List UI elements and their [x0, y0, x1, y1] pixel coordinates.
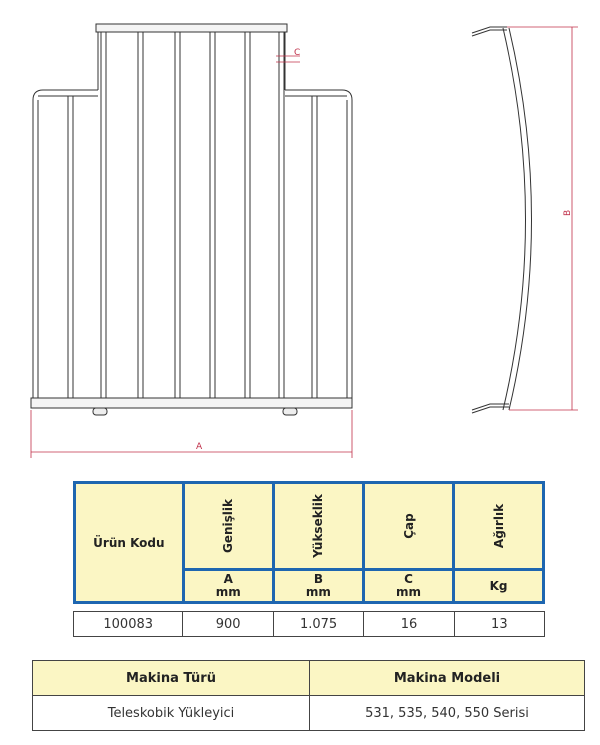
table-row	[74, 612, 545, 637]
weight-header: Ağırlık	[454, 483, 544, 570]
height-header: Yükseklik	[273, 483, 363, 570]
cage-side-view	[472, 27, 532, 413]
machine-type-cell: Teleskobik Yükleyici	[33, 696, 310, 731]
unit-a: A mm	[183, 570, 273, 603]
machine-type-header: Makina Türü	[33, 661, 310, 696]
machine-model-cell: 531, 535, 540, 550 Serisi	[310, 696, 585, 731]
weight-cell: 13	[454, 612, 544, 637]
dimension-a	[31, 410, 352, 458]
machine-table	[32, 660, 585, 731]
diameter-header: Çap	[363, 483, 453, 570]
dimension-c-label: C	[294, 48, 301, 58]
product-code-cell: 100083	[74, 612, 183, 637]
unit-c: C mm	[363, 570, 453, 603]
machine-model-header: Makina Modeli	[310, 661, 585, 696]
spec-header-table	[73, 481, 545, 604]
product-values-table	[73, 611, 545, 637]
dimension-a-label: A	[196, 442, 203, 452]
width-cell: 900	[183, 612, 273, 637]
cage-front-view	[31, 24, 352, 415]
diameter-cell: 16	[364, 612, 454, 637]
dimension-b	[507, 27, 578, 410]
product-code-header: Ürün Kodu	[75, 483, 184, 603]
unit-kg: Kg	[454, 570, 544, 603]
width-header: Genişlik	[183, 483, 273, 570]
dimension-b-label: B	[563, 209, 573, 216]
table-row	[33, 696, 585, 731]
unit-b: B mm	[273, 570, 363, 603]
height-cell: 1.075	[273, 612, 364, 637]
